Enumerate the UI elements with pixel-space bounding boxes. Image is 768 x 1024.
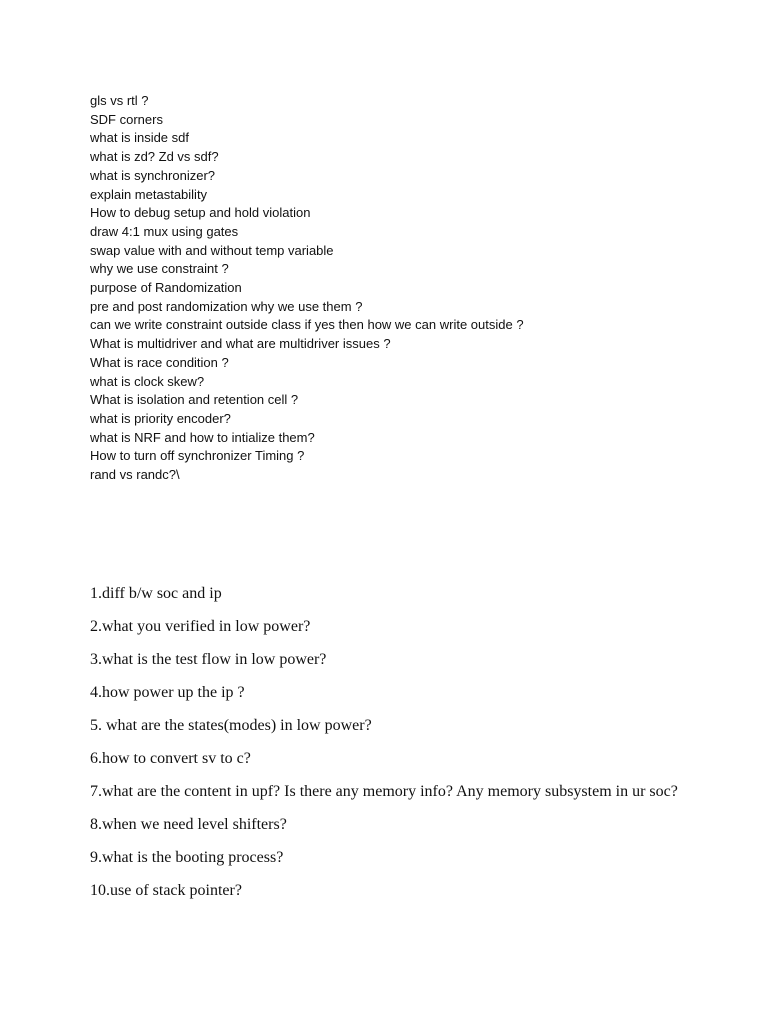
list-item: can we write constraint outside class if yes then how we can write outside ? <box>90 317 524 333</box>
list-item: what is NRF and how to intialize them? <box>90 429 315 445</box>
list-item: SDF corners <box>90 111 163 127</box>
list-item: what is priority encoder? <box>90 410 231 426</box>
list-item: pre and post randomization why we use them ? <box>90 298 363 314</box>
list-item: draw 4:1 mux using gates <box>90 223 239 239</box>
numbered-item: 3.what is the test flow in low power? <box>90 651 327 668</box>
list-item: How to debug setup and hold violation <box>90 205 311 221</box>
list-item: why we use constraint ? <box>90 261 229 277</box>
numbered-questions-list <box>90 583 680 913</box>
list-item: What is multidriver and what are multidriver issues ? <box>90 336 391 352</box>
list-item: What is race condition ? <box>90 354 229 370</box>
numbered-item: 7.what are the content in upf? Is there any memory info? Any memory subsystem in ur soc? <box>90 783 678 800</box>
list-item: what is clock skew? <box>90 373 205 389</box>
list-item: what is inside sdf <box>90 130 189 146</box>
list-item: what is zd? Zd vs sdf? <box>90 149 219 165</box>
numbered-item: 1.diff b/w soc and ip <box>90 585 222 602</box>
list-item: How to turn off synchronizer Timing ? <box>90 448 305 464</box>
numbered-item: 9.what is the booting process? <box>90 849 284 866</box>
list-item: purpose of Randomization <box>90 280 242 296</box>
list-item: What is isolation and retention cell ? <box>90 392 299 408</box>
list-item: gls vs rtl ? <box>90 93 149 108</box>
list-item: what is synchronizer? <box>90 167 215 183</box>
numbered-item: 4.how power up the ip ? <box>90 684 245 701</box>
list-item: explain metastability <box>90 186 208 202</box>
list-item: rand vs randc?\ <box>90 467 180 483</box>
numbered-item: 10.use of stack pointer? <box>90 882 242 899</box>
interview-questions-list <box>90 92 730 485</box>
numbered-item: 5. what are the states(modes) in low power? <box>90 717 372 734</box>
numbered-item: 6.how to convert sv to c? <box>90 750 251 767</box>
numbered-item: 8.when we need level shifters? <box>90 816 287 833</box>
list-item: swap value with and without temp variable <box>90 242 334 258</box>
numbered-item: 2.what you verified in low power? <box>90 618 311 635</box>
